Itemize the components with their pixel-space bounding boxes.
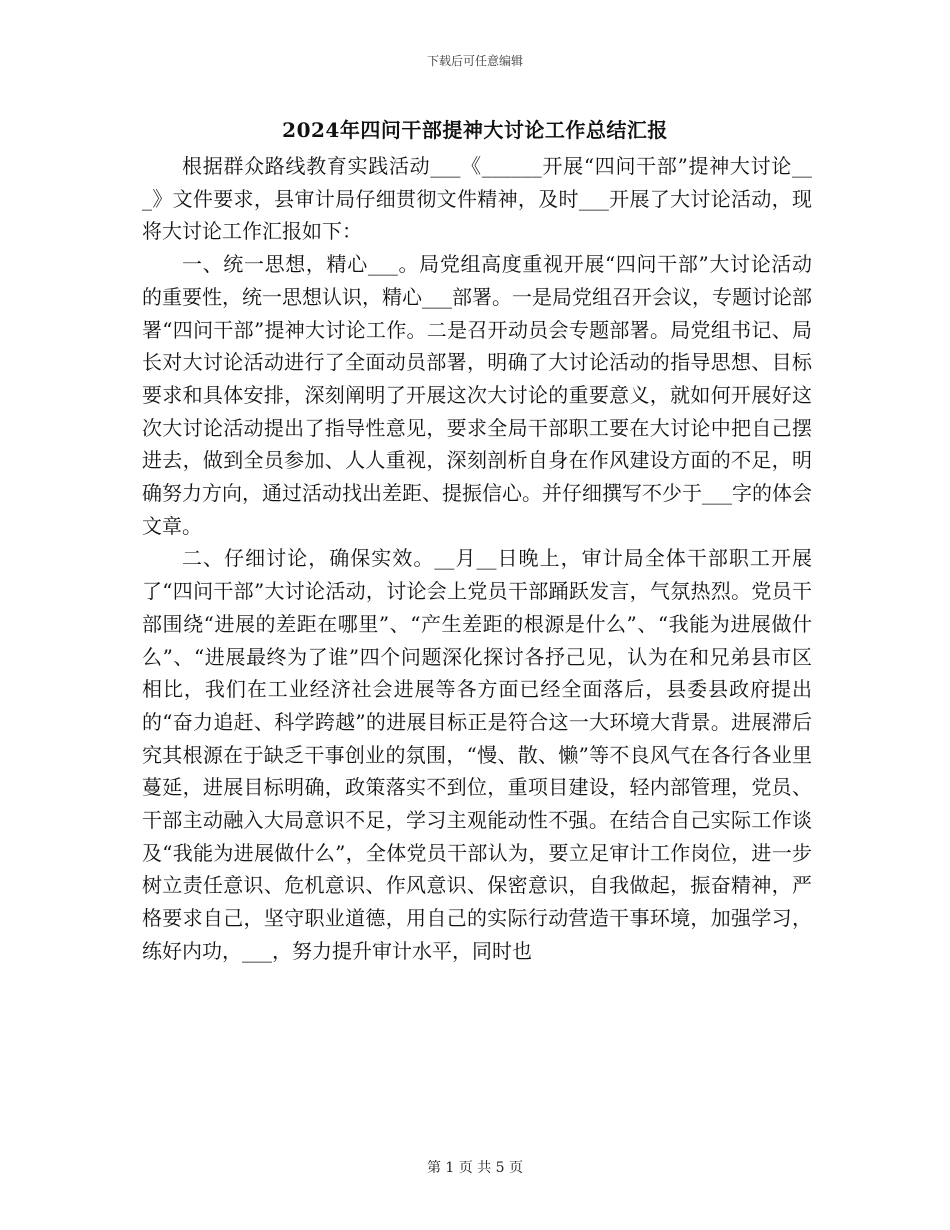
paragraph-section-1: 一、统一思想，精心___。局党组高度重视开展“四问干部”大讨论活动的重要性，统一思想认识，精心___部署。一是局党组召开会议，专题讨论部署“四问干部”提神大讨论工作。二是召开动员会专题部署。局党组书记、局长对大讨论活动进行了全面动员部署，明确了大讨论活动的指导思想、目标要求和具体安排，深刻阐明了开展这次大讨论的重要意义，就如何开展好这次大讨论活动提出了指导性意见，要求全局干部职工要在大讨论中把自己摆进去，做到全员参加、人人重视，深刻剖析自身在作风建设方面的不足，明确努力方向，通过活动找出差距、提振信心。并仔细撰写不少于___字的体会文章。 [142, 252, 812, 538]
paragraph-intro: 根据群众路线教育实践活动___《______开展“四问干部”提神大讨论___》文件要求，县审计局仔细贯彻文件精神，及时___开展了大讨论活动，现将大讨论工作汇报如下： [142, 154, 812, 244]
paragraph-section-2: 二、仔细讨论，确保实效。__月__日晚上，审计局全体干部职工开展了“四问干部”大讨论活动，讨论会上党员干部踊跃发言，气氛热烈。党员干部围绕“进展的差距在哪里”、“产生差距的根源是什么”、“我能为进展做什么”、“进展最终为了谁”四个问题深化探讨各抒己见，认为在和兄弟县市区相比，我们在工业经济社会进展等各方面已经全面落后，县委县政府提出的“奋力追赶、科学跨越”的进展目标正是符合这一大环境大背景。进展滞后究其根源在于缺乏干事创业的氛围，“慢、散、懒”等不良风气在各行各业里蔓延，进展目标明确，政策落实不到位，重项目建设，轻内部管理，党员、干部主动融入大局意识不足，学习主观能动性不强。在结合自己实际工作谈及“我能为进展做什么”，全体党员干部认为，要立足审计工作岗位，进一步树立责任意识、危机意识、作风意识、保密意识，自我做起，振奋精神，严格要求自己，坚守职业道德，用自己的实际行动营造干事环境，加强学习，练好内功，___，努力提升审计水平，同时也 [142, 546, 812, 963]
document-body [142, 150, 812, 968]
page-footer: 第 1 页 共 5 页 [426, 1160, 524, 1176]
page-header: 下载后可任意编辑 [426, 54, 523, 68]
document-title: 2024年四问干部提神大讨论工作总结汇报 [282, 118, 668, 142]
